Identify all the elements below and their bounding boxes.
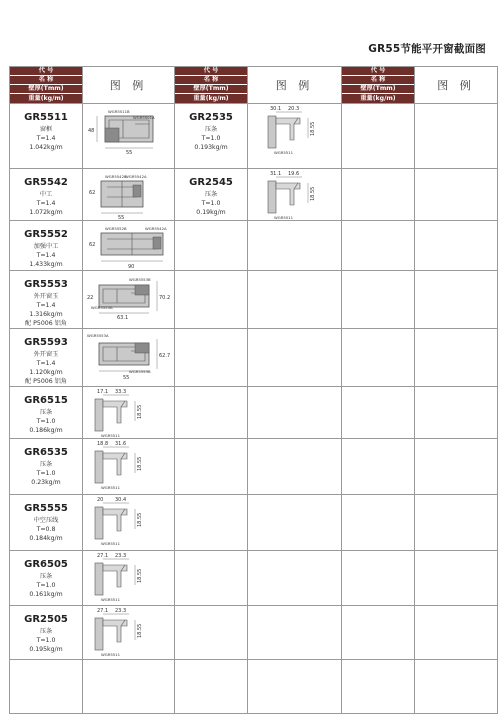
empty-cell	[248, 439, 342, 495]
figure-text: 30.4	[115, 497, 127, 503]
profile-section-drawing	[83, 495, 175, 551]
profile-section-drawing	[83, 387, 175, 443]
profile-drawing	[248, 104, 342, 169]
profile-name: 压条	[204, 191, 218, 198]
figure-text: 62	[89, 190, 96, 196]
profile-info	[10, 606, 83, 660]
profile-drawing	[83, 169, 175, 221]
empty-cell	[415, 221, 498, 271]
figure-text: 70.2	[159, 295, 171, 301]
figure-text: WGR5553A	[87, 333, 109, 338]
empty-cell	[175, 495, 248, 551]
profile-section-drawing	[83, 551, 175, 607]
figure-text: 18.55	[137, 568, 143, 583]
figure-text: WGR5553B	[129, 277, 151, 282]
empty-cell	[342, 104, 415, 169]
figure-text: 19.6	[288, 171, 300, 177]
empty-cell	[415, 660, 498, 714]
empty-cell	[248, 387, 342, 439]
profile-code: GR2535	[189, 112, 233, 123]
figure-text: 17.1	[97, 389, 109, 395]
profile-drawing	[83, 551, 175, 606]
profile-weight: 1.433kg/m	[29, 261, 63, 268]
profile-info	[10, 221, 83, 271]
empty-cell	[342, 606, 415, 660]
profile-section-drawing	[83, 104, 175, 160]
profile-thickness: T=1.0	[36, 418, 56, 425]
figure-text: 62	[89, 242, 96, 248]
profile-info	[10, 551, 83, 606]
empty-cell	[175, 551, 248, 606]
profile-name: 加强中工	[33, 243, 59, 250]
empty-cell	[175, 221, 248, 271]
empty-cell	[415, 169, 498, 221]
figure-text: 23.3	[115, 608, 127, 614]
figure-text: 18.55	[137, 623, 143, 638]
figure-text: 20	[97, 497, 104, 503]
profile-name: 压条	[39, 628, 53, 635]
figure-text: WGR5511	[274, 215, 293, 220]
profile-info	[175, 169, 248, 221]
profile-section-drawing	[83, 439, 175, 495]
figure-text: 31.1	[270, 171, 282, 177]
profile-thickness: T=0.8	[36, 526, 56, 533]
figure-text: 55	[126, 150, 133, 156]
figure-text: 48	[88, 128, 95, 134]
profile-code: GR5511	[24, 112, 68, 123]
profile-weight: 0.186kg/m	[29, 427, 63, 434]
figure-text: 18.55	[137, 512, 143, 527]
profile-thickness: T=1.4	[36, 200, 56, 207]
profile-code: GR5542	[24, 177, 68, 188]
profile-accessory: 配 P5006 铝角	[25, 378, 67, 385]
profile-thickness: T=1.0	[201, 135, 221, 142]
figure-text: 18.55	[137, 456, 143, 471]
empty-cell	[248, 221, 342, 271]
header-code: 代 号	[175, 67, 247, 76]
figure-text: WGR5511	[101, 433, 120, 438]
profile-drawing	[83, 387, 175, 439]
figure-text: WGR5511	[101, 652, 120, 657]
header-wall: 壁厚(Tmm)	[175, 85, 247, 94]
profile-thickness: T=1.4	[36, 360, 56, 367]
empty-cell	[248, 551, 342, 606]
profile-thickness: T=1.4	[36, 252, 56, 259]
profile-info	[10, 104, 83, 169]
profile-code: GR6515	[24, 395, 68, 406]
profile-name: 压条	[39, 409, 53, 416]
profile-section-drawing	[83, 606, 175, 662]
profile-info	[175, 104, 248, 169]
empty-cell	[248, 271, 342, 329]
empty-cell	[342, 329, 415, 387]
empty-cell	[415, 551, 498, 606]
empty-cell	[342, 387, 415, 439]
profile-section-drawing	[248, 169, 340, 225]
empty-cell	[83, 660, 175, 714]
figure-text: WGR5511B	[108, 109, 130, 114]
profile-name: 外开窗玉	[33, 351, 59, 358]
profile-thickness: T=1.0	[36, 470, 56, 477]
figure-text: WGR5542B	[105, 174, 127, 179]
profile-thickness: T=1.0	[36, 637, 56, 644]
profile-name: 中工	[39, 191, 53, 198]
empty-cell	[415, 387, 498, 439]
profile-drawing	[83, 104, 175, 169]
profile-weight: 0.23kg/m	[31, 479, 61, 486]
empty-cell	[248, 660, 342, 714]
profile-weight: 1.072kg/m	[29, 209, 63, 216]
header-code: 代 号	[342, 67, 414, 76]
header-figure: 图 例	[83, 67, 175, 104]
profile-drawing	[83, 221, 175, 271]
figure-text: 27.1	[97, 608, 109, 614]
profile-code: GR6535	[24, 447, 68, 458]
empty-cell	[175, 329, 248, 387]
header-name: 名 称	[342, 76, 414, 85]
profile-accessory: 配 P5006 铝角	[25, 320, 67, 327]
profile-weight: 0.193kg/m	[194, 144, 228, 151]
profile-name: 压条	[39, 461, 53, 468]
header-labels	[10, 67, 83, 104]
figure-text: 23.3	[115, 553, 127, 559]
profile-table	[9, 66, 498, 714]
profile-weight: 0.161kg/m	[29, 591, 63, 598]
figure-text: WGR5542A	[125, 174, 147, 179]
figure-text: WGR5511	[101, 485, 120, 490]
profile-code: GR2505	[24, 614, 68, 625]
figure-text: WGR5511	[274, 150, 293, 155]
profile-info	[10, 495, 83, 551]
empty-cell	[342, 271, 415, 329]
profile-drawing	[83, 271, 175, 329]
profile-info	[10, 271, 83, 329]
profile-section-drawing	[83, 329, 175, 385]
profile-code: GR5593	[24, 337, 68, 348]
header-weight: 重量(kg/m)	[342, 94, 414, 103]
empty-cell	[415, 606, 498, 660]
header-labels	[342, 67, 415, 104]
empty-cell	[248, 329, 342, 387]
profile-drawing	[248, 169, 342, 221]
profile-section-drawing	[248, 104, 340, 160]
profile-info	[10, 169, 83, 221]
figure-text: WGR5552B	[105, 226, 127, 231]
profile-code: GR5555	[24, 503, 68, 514]
empty-cell	[415, 271, 498, 329]
figure-text: 18.8	[97, 441, 109, 447]
figure-text: WGR5542A	[145, 226, 167, 231]
empty-cell	[415, 104, 498, 169]
profile-info	[10, 387, 83, 439]
profile-code: GR5553	[24, 279, 68, 290]
figure-text: 33.3	[115, 389, 127, 395]
header-name: 名 称	[175, 76, 247, 85]
profile-name: 窗框	[39, 126, 53, 133]
figure-text: 55	[118, 215, 125, 221]
figure-text: 90	[128, 264, 135, 270]
empty-cell	[415, 329, 498, 387]
header-name: 名 称	[10, 76, 82, 85]
profile-name: 中空压线	[33, 517, 59, 524]
empty-cell	[342, 551, 415, 606]
profile-code: GR2545	[189, 177, 233, 188]
profile-code: GR5552	[24, 229, 68, 240]
figure-text: 27.1	[97, 553, 109, 559]
header-wall: 壁厚(Tmm)	[342, 85, 414, 94]
empty-cell	[415, 495, 498, 551]
header-figure: 图 例	[248, 67, 342, 104]
figure-text: WGR5553A	[91, 305, 113, 310]
profile-section-drawing	[83, 221, 175, 277]
figure-text: 20.3	[288, 106, 300, 112]
empty-cell	[342, 169, 415, 221]
profile-weight: 0.19kg/m	[196, 209, 226, 216]
profile-section-drawing	[83, 169, 175, 225]
profile-drawing	[83, 329, 175, 387]
figure-text: 55	[123, 375, 130, 381]
profile-code: GR6505	[24, 559, 68, 570]
profile-name: 压条	[204, 126, 218, 133]
figure-text: WGR5593B	[129, 369, 151, 374]
profile-weight: 1.042kg/m	[29, 144, 63, 151]
empty-cell	[175, 271, 248, 329]
header-labels	[175, 67, 248, 104]
empty-cell	[342, 439, 415, 495]
header-wall: 壁厚(Tmm)	[10, 85, 82, 94]
empty-cell	[415, 439, 498, 495]
profile-name: 压条	[39, 573, 53, 580]
figure-text: 18.55	[310, 186, 316, 201]
empty-cell	[175, 606, 248, 660]
header-weight: 重量(kg/m)	[10, 94, 82, 103]
header-weight: 重量(kg/m)	[175, 94, 247, 103]
empty-cell	[342, 495, 415, 551]
profile-weight: 0.195kg/m	[29, 646, 63, 653]
profile-weight: 1.120kg/m	[29, 369, 63, 376]
profile-thickness: T=1.0	[36, 582, 56, 589]
empty-cell	[342, 660, 415, 714]
empty-cell	[342, 221, 415, 271]
profile-name: 外开窗玉	[33, 293, 59, 300]
header-figure: 图 例	[415, 67, 498, 104]
profile-weight: 0.184kg/m	[29, 535, 63, 542]
figure-text: 18.55	[137, 404, 143, 419]
page-title: GR55节能平开窗截面图	[368, 43, 486, 55]
profile-drawing	[83, 495, 175, 551]
figure-text: WGR5511	[101, 597, 120, 602]
empty-cell	[248, 606, 342, 660]
profile-drawing	[83, 439, 175, 495]
header-code: 代 号	[10, 67, 82, 76]
empty-cell	[175, 439, 248, 495]
profile-thickness: T=1.4	[36, 302, 56, 309]
profile-weight: 1.316kg/m	[29, 311, 63, 318]
figure-text: 22	[87, 295, 94, 301]
empty-cell	[10, 660, 83, 714]
empty-cell	[175, 387, 248, 439]
profile-info	[10, 329, 83, 387]
figure-text: 31.6	[115, 441, 127, 447]
profile-info	[10, 439, 83, 495]
profile-section-drawing	[83, 271, 175, 327]
profile-drawing	[83, 606, 175, 660]
empty-cell	[248, 495, 342, 551]
figure-text: 18.55	[310, 121, 316, 136]
profile-thickness: T=1.4	[36, 135, 56, 142]
figure-text: 30.1	[270, 106, 282, 112]
empty-cell	[175, 660, 248, 714]
figure-text: WGR5511	[101, 541, 120, 546]
profile-thickness: T=1.0	[201, 200, 221, 207]
figure-text: 62.7	[159, 353, 171, 359]
figure-text: 63.1	[117, 315, 129, 321]
figure-text: WGR5501A	[133, 115, 155, 120]
